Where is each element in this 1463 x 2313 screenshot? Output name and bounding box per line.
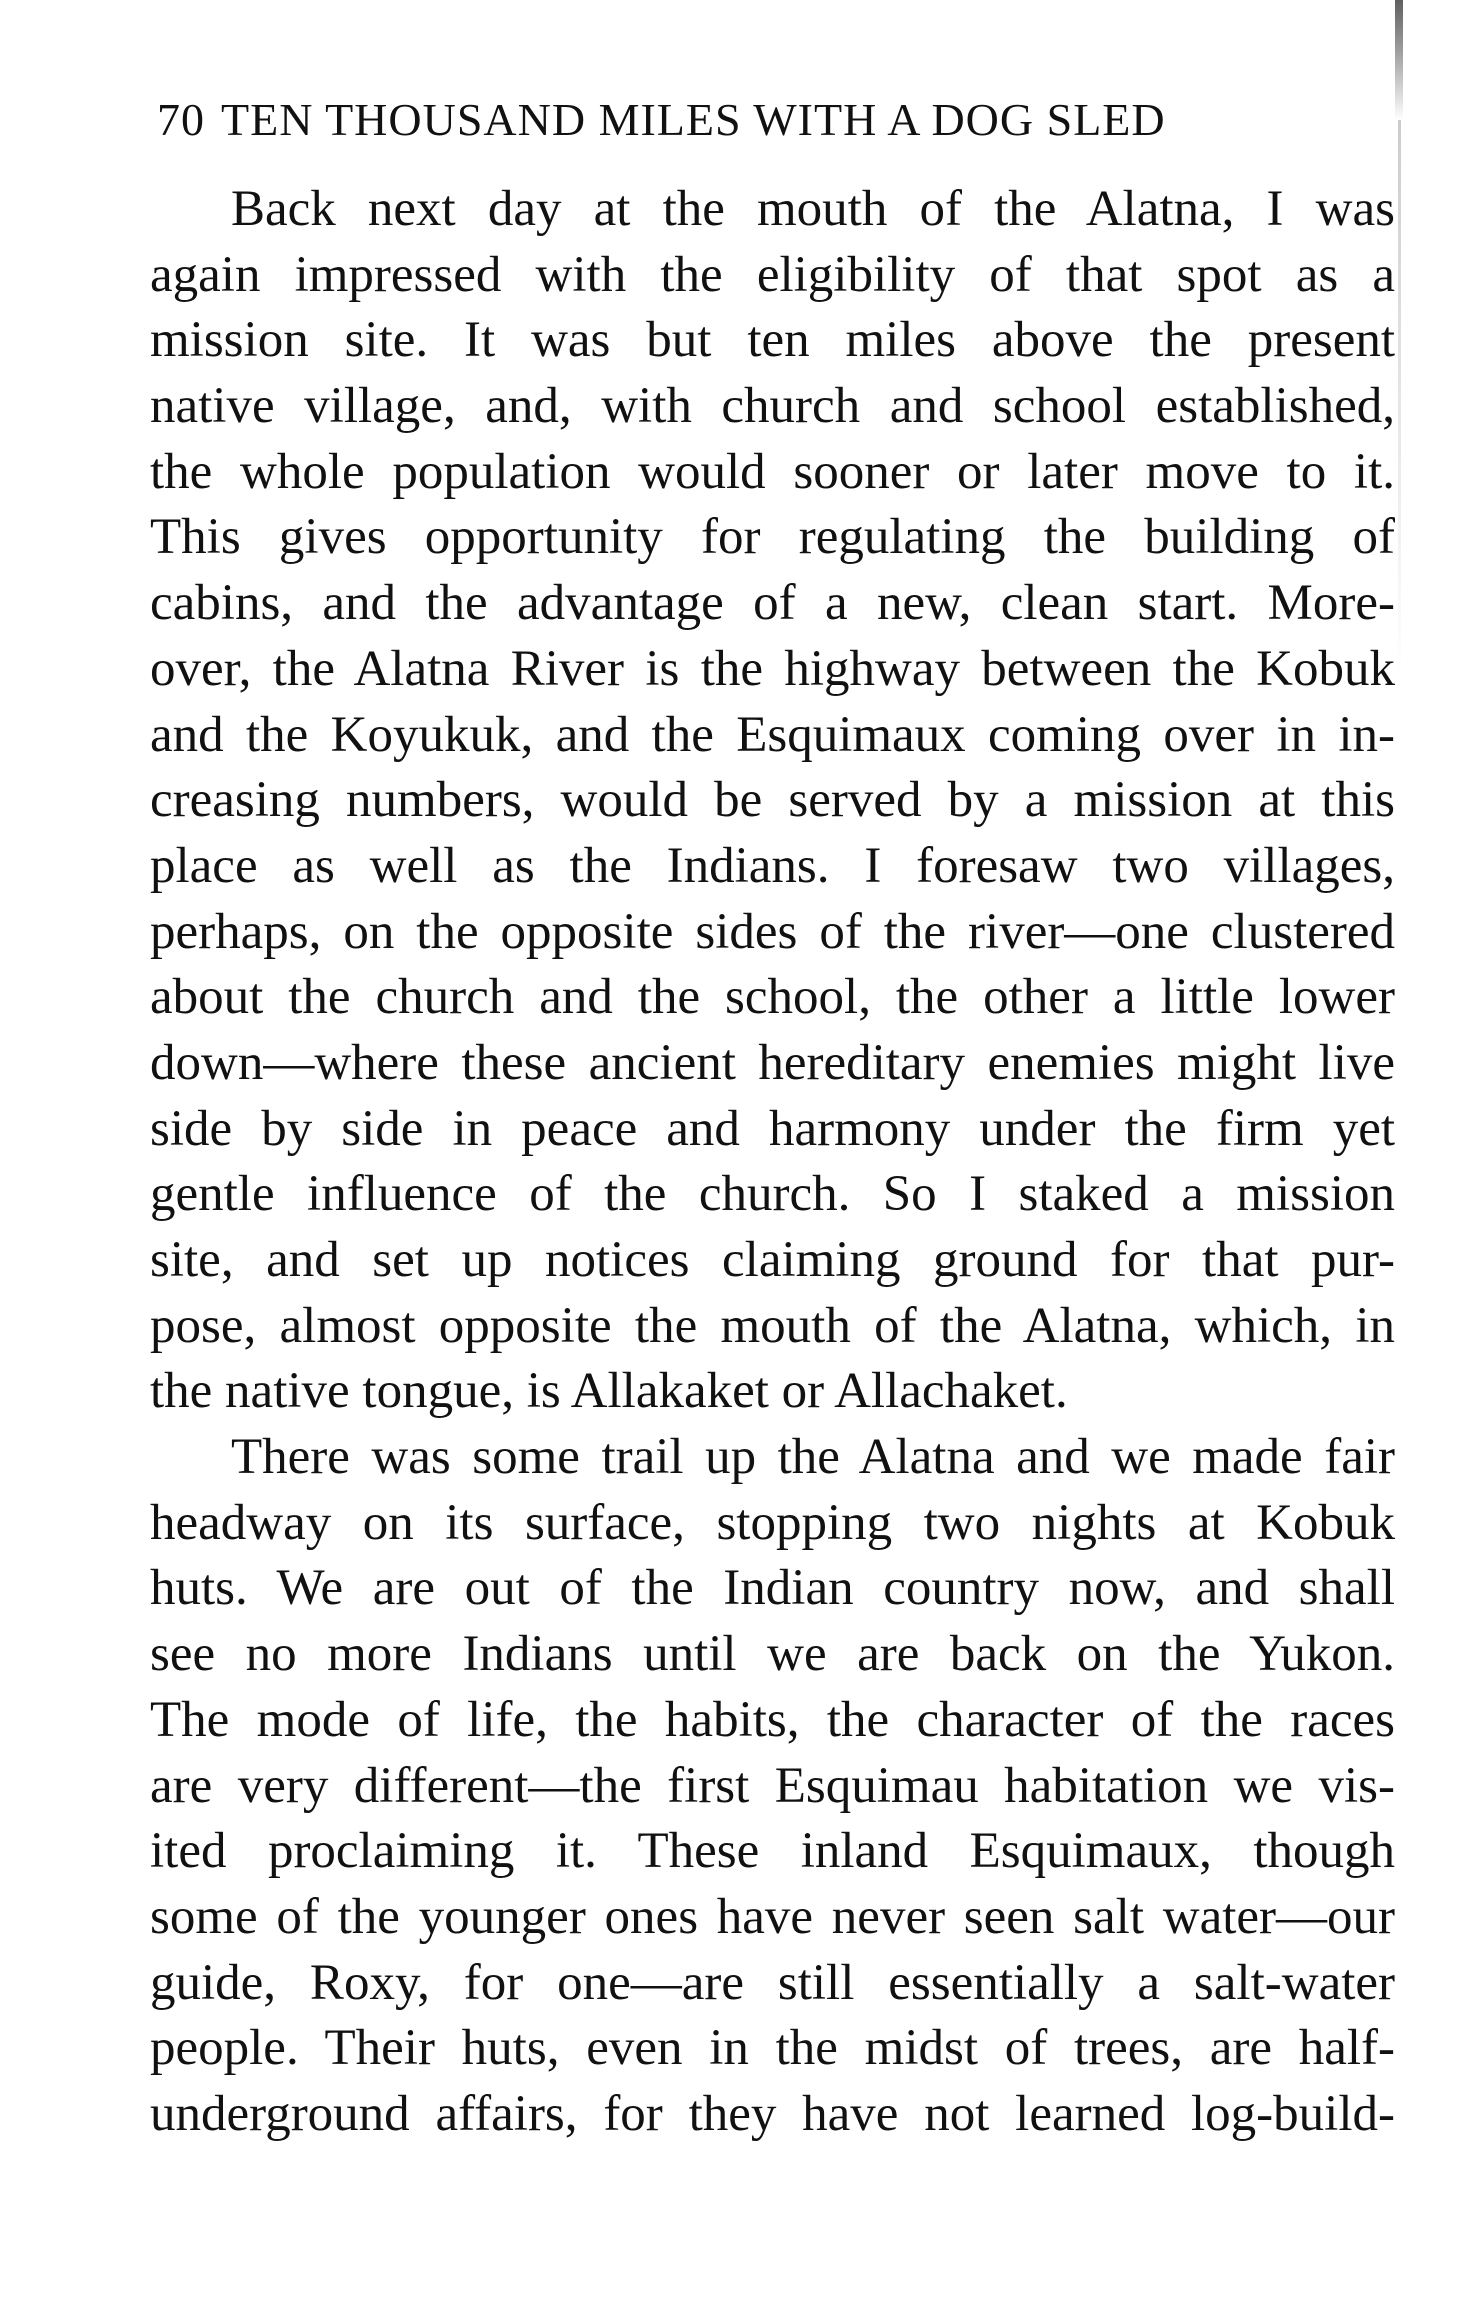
running-title: TEN THOUSAND MILES WITH A DOG SLED xyxy=(221,94,1166,145)
text-line: This gives opportunity for regulating the building of xyxy=(150,509,1395,566)
text-line: again impressed with the eligibility of that spot as a xyxy=(150,246,1395,303)
text-line: headway on its surface, stopping two nights at Kobuk xyxy=(150,1494,1395,1551)
text-line: creasing numbers, would be served by a mission at this xyxy=(150,772,1395,829)
text-line: The mode of life, the habits, the character of the races xyxy=(150,1691,1395,1748)
text-line: mission site. It was but ten miles above the present xyxy=(150,312,1395,369)
text-line: There was some trail up the Alatna and we made fair xyxy=(231,1429,1395,1486)
text-line: the whole population would sooner or later move to it. xyxy=(150,443,1395,500)
text-line: ited proclaiming it. These inland Esquimaux, though xyxy=(150,1823,1395,1880)
text-line: guide, Roxy, for one—are still essentially a salt-water xyxy=(150,1954,1395,2011)
text-line: perhaps, on the opposite sides of the river—one clustered xyxy=(150,903,1395,960)
text-line: are very different—the first Esquimau habitation we vis- xyxy=(150,1757,1395,1814)
text-line: side by side in peace and harmony under the firm yet xyxy=(150,1100,1395,1157)
binding-shadow xyxy=(1395,0,1403,120)
text-line: gentle influence of the church. So I staked a mission xyxy=(150,1166,1395,1223)
text-line: pose, almost opposite the mouth of the Alatna, which, in xyxy=(150,1297,1395,1354)
text-line: underground affairs, for they have not learned log-build- xyxy=(150,2085,1395,2142)
binding-shadow-fade xyxy=(1398,120,1401,680)
text-line: and the Koyukuk, and the Esquimaux coming over in in- xyxy=(150,706,1395,763)
text-line: about the church and the school, the other a little lower xyxy=(150,969,1395,1026)
text-line: cabins, and the advantage of a new, clean start. More- xyxy=(150,575,1395,632)
text-line: place as well as the Indians. I foresaw two villages, xyxy=(150,837,1395,894)
text-line: over, the Alatna River is the highway between the Kobuk xyxy=(150,640,1395,697)
page-number: 70 xyxy=(157,94,205,145)
text-line: people. Their huts, even in the midst of trees, are half- xyxy=(150,2020,1395,2077)
text-line: site, and set up notices claiming ground for that pur- xyxy=(150,1232,1395,1288)
text-line: huts. We are out of the Indian country now, and shall xyxy=(150,1560,1395,1617)
body-text xyxy=(150,177,1395,2148)
text-line: the native tongue, is Allakaket or Allachaket. xyxy=(150,1363,1068,1420)
text-line: down—where these ancient hereditary enemies might live xyxy=(150,1034,1395,1091)
text-line: some of the younger ones have never seen salt water—our xyxy=(150,1888,1395,1945)
text-line: Back next day at the mouth of the Alatna, I was xyxy=(231,181,1395,237)
text-line: native village, and, with church and school established, xyxy=(150,378,1395,435)
running-head xyxy=(157,88,1387,152)
text-line: see no more Indians until we are back on the Yukon. xyxy=(150,1626,1395,1683)
